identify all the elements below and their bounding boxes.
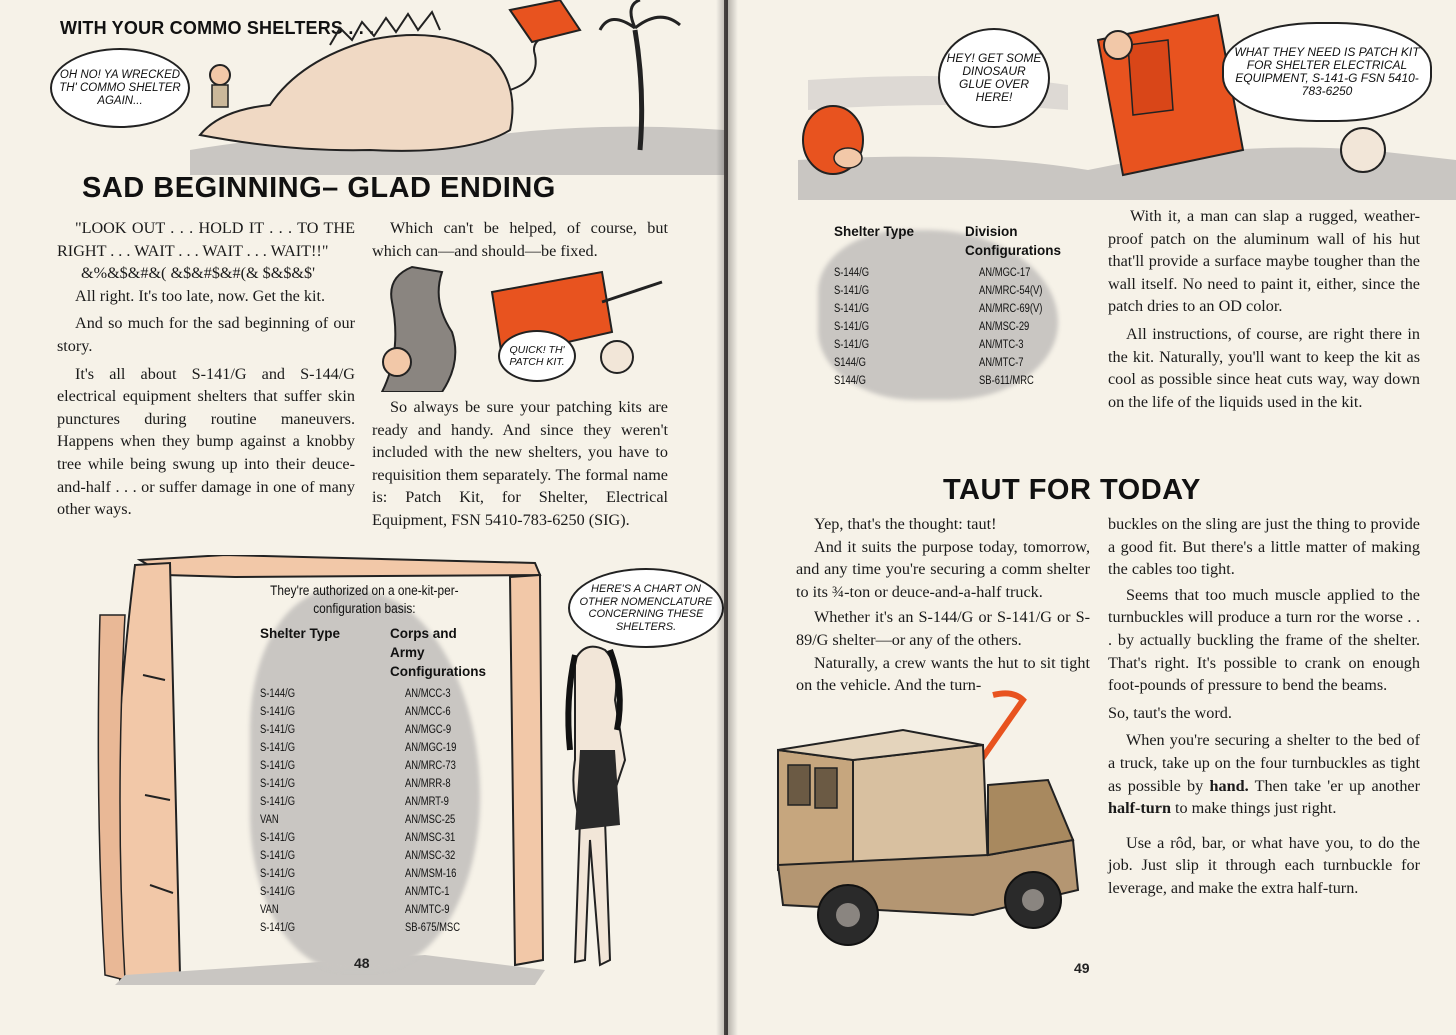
config-cell: AN/MRR-8 [405,778,451,790]
right-column-1 [796,513,1090,697]
table-row [834,336,1074,354]
table-row [834,354,1074,372]
shelter-cell: S144/G [834,375,866,387]
table-header-shelter-type: Shelter Type [834,224,915,239]
config-cell: AN/MTC-9 [405,904,450,916]
table-header-shelter-type: Shelter Type [260,626,341,641]
shelter-cell: S-141/G [834,303,870,315]
shelter-cell: S-141/G [260,778,296,790]
table-row [260,685,490,703]
config-cell: AN/MTC-1 [405,886,450,898]
config-cell: SB-675/MSC [405,922,461,934]
speech-bubble-wrecked: OH NO! YA WRECKED TH' COMMO SHELTER AGAIN... [50,48,190,128]
table-row [260,883,490,901]
table-row [260,847,490,865]
paragraph-instructions: All instructions, of course, are right there in the kit. Naturally, you'll want to keep the kit as cool as possible since heat cuts way, way down on the life of the liquids used in the kit. [1108,324,1420,411]
table-row [260,703,490,721]
paragraph-shelters: It's all about S-141/G and S-144/G electrical equipment shelters that suffer skin punctures during routine maneuvers. Happens when they bump against a knobby tree while being swung up into their deuce-and-half . . . or suffer damage in one of many other ways. [57,364,355,519]
table-row [260,739,490,757]
shelter-cell: S-141/G [260,706,296,718]
headline-sad-beginning: SAD BEGINNING– GLAD ENDING [82,172,556,204]
config-cell: AN/MTC-3 [979,339,1024,351]
paragraph-yep-taut: Yep, that's the thought: taut! [814,515,997,533]
paragraph-taut-word: So, taut's the word. [1108,703,1232,722]
config-cell: AN/MRC-73 [405,760,456,772]
shelter-cell: S-141/G [834,285,870,297]
config-cell: AN/MGC-19 [405,742,457,754]
paragraph-use-rod: Use a rôd, bar, or what have you, to do the job. Just slip it through each turnbuckle for leverage, and make the extra half-turn. [1108,833,1420,897]
table-row [834,372,1074,390]
table-header-corps-army: Corps and Army Configurations [390,626,486,679]
table-header-division: Division Configurations [965,224,1061,258]
table-row [260,757,490,775]
shelter-cell: S-141/G [260,742,296,754]
shelter-cell: S144/G [834,357,866,369]
table-row [260,919,490,937]
config-cell: SB-611/MRC [979,375,1034,387]
config-cell: AN/MCC-6 [405,706,451,718]
chart-intro: They're authorized on a one-kit-per-configuration basis: [270,583,459,616]
cavewoman-illustration [545,640,645,980]
config-cell: AN/MSC-32 [405,850,456,862]
right-column-2 [1108,513,1420,900]
config-cell: AN/MSC-25 [405,814,456,826]
table-row [834,318,1074,336]
config-cell: AN/MRC-54(V) [979,285,1043,297]
paragraph-sit-tight: Naturally, a crew wants the hut to sit tight on the vehicle. And the turn- [796,653,1090,695]
securing-text-1: When you're securing a shelter to the bed of a truck, take up on the four turnbuckles as tight as possible by [1108,731,1420,795]
paragraph-suits-purpose: And it suits the purpose today, tomorrow, and any time you're securing a comm shelter to its ¾-ton or deuce-and-a-half truck. [796,537,1090,601]
paragraph-too-much-muscle: Seems that too much muscle applied to the turnbuckles will produce a turn ror the worse . . . by actually buckling the frame of the shelter. That's right. It's possible to crank on enough foot-pounds of pressure to bend the beams. [1108,585,1420,695]
paragraph-patch-kits: So always be sure your patching kits are ready and handy. And since they weren't included with the new shelters, you have to requisition them separately. The formal name is: Patch Kit, for Shelter, Electrical Equipment, FSN 5410-783-6250 (SIG). [372,398,668,529]
shelter-cell: S-141/G [260,850,296,862]
config-cell: AN/MGC-17 [979,267,1031,279]
truck-illustration [773,690,1093,960]
config-cell: AN/MTC-7 [979,357,1024,369]
table-row [260,811,490,829]
table-row [834,300,1074,318]
config-cell: AN/MSC-29 [979,321,1030,333]
shelter-cell: S-141/G [260,760,296,772]
config-cell: AN/MRC-69(V) [979,303,1043,315]
page-number-49: 49 [1074,960,1090,976]
paragraph-cursing: &%&$&#&( &$&#$&#(& $&$&$' [81,264,316,283]
config-cell: AN/MSM-16 [405,868,457,880]
shelter-cell: S-141/G [260,868,296,880]
shelter-cell: S-141/G [260,922,296,934]
left-column-2-top [372,217,668,262]
speech-bubble-glue: HEY! GET SOME DINOSAUR GLUE OVER HERE! [938,28,1050,128]
shelter-cell: S-144/G [260,688,296,700]
paragraph-rugged-patch: With it, a man can slap a rugged, weather-proof patch on the aluminum wall of his hut that'll provide a surface maybe tougher than the wall itself. No need to paint it, either, since the patch dries to an OD color. [1108,207,1420,316]
paragraph-securing [1108,729,1420,819]
page-48 [0,0,724,1035]
securing-text-2: Then take 'er up another [1248,776,1420,795]
table-row [260,865,490,883]
table-row [834,282,1074,300]
left-shelter-table [260,624,490,937]
kicker: WITH YOUR COMMO SHELTERS . . . [60,18,375,38]
paragraph-shelter-types: Whether it's an S-144/G or S-141/G or S-89/G shelter—or any of the others. [796,608,1090,649]
table-row [260,829,490,847]
shelter-cell: S-141/G [834,339,870,351]
table-row [260,793,490,811]
shelter-cell: S-141/G [260,724,296,736]
shelter-cell: S-141/G [260,796,296,808]
table-row [260,721,490,739]
headline-taut-for-today: TAUT FOR TODAY [943,474,1201,506]
securing-bold-half-turn: half-turn [1108,799,1171,818]
paragraph-cant-be-helped: Which can't be helped, of course, but which can—and should—be fixed. [372,219,668,260]
shelter-cell: VAN [260,814,279,826]
table-row [260,901,490,919]
config-cell: AN/MRT-9 [405,796,449,808]
left-column-2-bottom [372,396,668,532]
division-shelter-table [834,222,1074,390]
paragraph-look-out: "LOOK OUT . . . HOLD IT . . . TO THE RIGHT . . . WAIT . . . WAIT . . . WAIT!!" [57,219,355,260]
securing-text-3: to make things just right. [1170,799,1337,818]
shelter-cell: VAN [260,904,279,916]
shelter-cell: S-141/G [260,886,296,898]
table-row [834,264,1074,282]
paragraph-too-late: All right. It's too late, now. Get the kit. [75,286,326,305]
right-column-top [1108,205,1420,413]
securing-bold-hand: hand. [1209,776,1249,795]
paragraph-buckles: buckles on the sling are just the thing to provide a good fit. But there's a little matter of making the cables too tight. [1108,515,1420,579]
page-number-48: 48 [354,955,370,971]
speech-bubble-chart: HERE'S A CHART ON OTHER NOMENCLATURE CONCERNING THESE SHELTERS. [568,568,724,648]
paragraph-sad-beginning: And so much for the sad beginning of our story. [57,314,355,355]
table-row [260,775,490,793]
config-cell: AN/MGC-9 [405,724,452,736]
speech-bubble-quick: QUICK! TH' PATCH KIT. [498,330,576,382]
speech-bubble-patch-kit: WHAT THEY NEED IS PATCH KIT FOR SHELTER ELECTRICAL EQUIPMENT, S-141-G FSN 5410-783-6250 [1222,22,1432,122]
config-cell: AN/MCC-3 [405,688,451,700]
page-49 [728,0,1456,1035]
shelter-cell: S-141/G [260,832,296,844]
left-column-1 [57,217,355,521]
config-cell: AN/MSC-31 [405,832,456,844]
shelter-cell: S-141/G [834,321,870,333]
shelter-cell: S-144/G [834,267,870,279]
